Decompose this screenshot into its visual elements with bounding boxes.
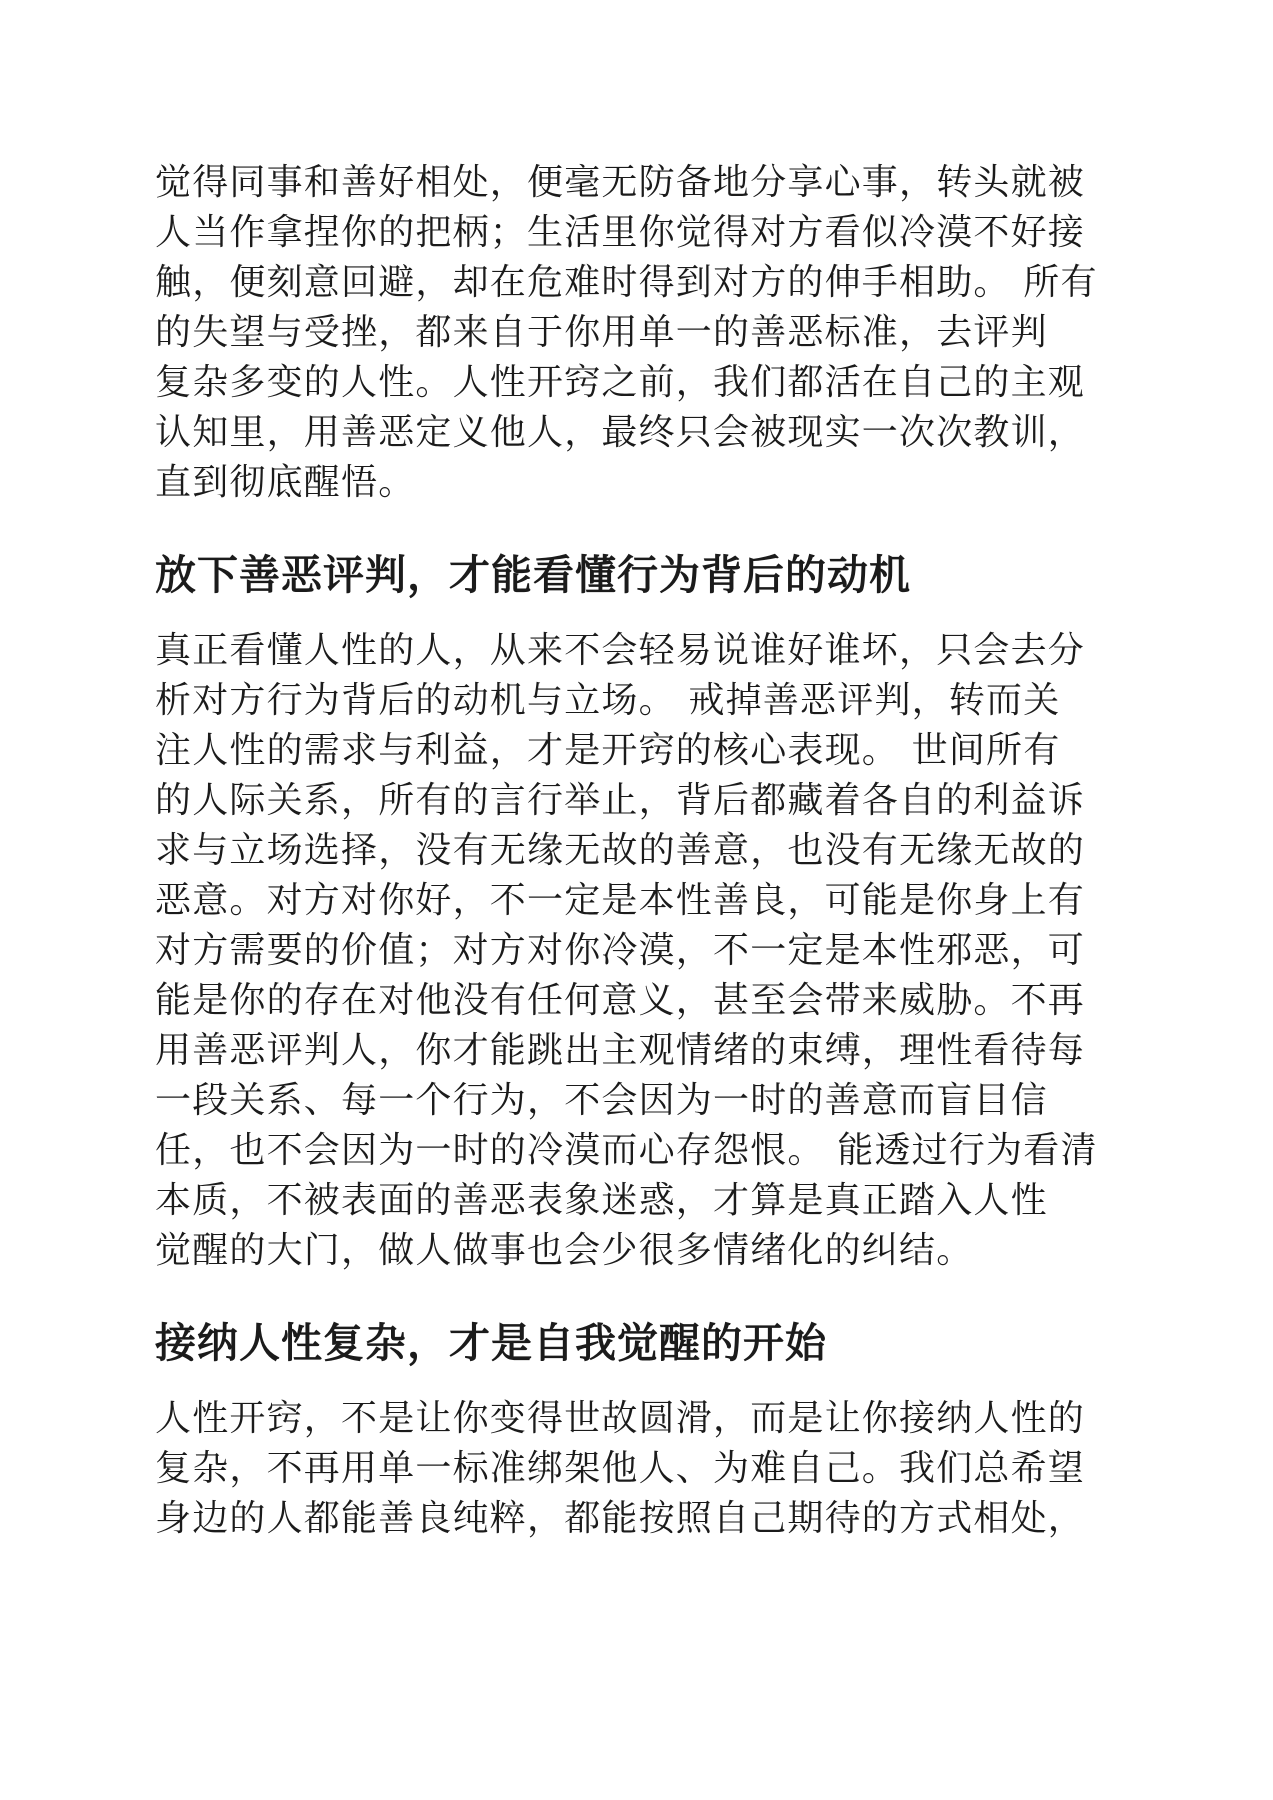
paragraph-line: 复杂多变的人性。人性开窍之前，我们都活在自己的主观 <box>155 362 1086 403</box>
paragraph-line: 对方需要的价值；对方对你冷漠，不一定是本性邪恶，可 <box>155 930 1086 971</box>
paragraph-line: 真正看懂人性的人，从来不会轻易说谁好谁坏，只会去分 <box>155 630 1086 671</box>
paragraph-line: 本质，不被表面的善恶表象迷惑，才算是真正踏入人性 <box>155 1180 1048 1221</box>
paragraph-line: 身边的人都能善良纯粹，都能按照自己期待的方式相处， <box>155 1498 1086 1539</box>
paragraph-line: 人性开窍，不是让你变得世故圆滑，而是让你接纳人性的 <box>155 1398 1086 1439</box>
paragraph-line: 觉醒的大门，做人做事也会少很多情绪化的纠结。 <box>155 1230 974 1271</box>
paragraph-line: 用善恶评判人，你才能跳出主观情绪的束缚，理性看待每 <box>155 1030 1086 1071</box>
paragraph-line: 直到彻底醒悟。 <box>155 462 416 503</box>
paragraph-1 <box>155 158 1135 508</box>
paragraph-line: 认知里，用善恶定义他人，最终只会被现实一次次教训， <box>155 412 1086 453</box>
section-heading-1: 放下善恶评判，才能看懂行为背后的动机 <box>155 551 911 599</box>
paragraph-line: 求与立场选择，没有无缘无故的善意，也没有无缘无故的 <box>155 830 1086 871</box>
paragraph-line: 析对方行为背后的动机与立场。 戒掉善恶评判，转而关 <box>155 680 1061 721</box>
paragraph-line: 觉得同事和善好相处，便毫无防备地分享心事，转头就被 <box>155 162 1086 203</box>
article-body <box>155 158 1135 1544</box>
paragraph-line: 的失望与受挫，都来自于你用单一的善恶标准，去评判 <box>155 312 1048 353</box>
paragraph-line: 复杂，不再用单一标准绑架他人、为难自己。我们总希望 <box>155 1448 1086 1489</box>
paragraph-line: 能是你的存在对他没有任何意义，甚至会带来威胁。不再 <box>155 980 1086 1021</box>
section-heading-2: 接纳人性复杂，才是自我觉醒的开始 <box>155 1319 827 1367</box>
paragraph-line: 的人际关系，所有的言行举止，背后都藏着各自的利益诉 <box>155 780 1086 821</box>
paragraph-line: 注人性的需求与利益，才是开窍的核心表现。 世间所有 <box>155 730 1061 771</box>
paragraph-line: 任，也不会因为一时的冷漠而心存怨恨。 能透过行为看清 <box>155 1130 1098 1171</box>
paragraph-line: 人当作拿捏你的把柄；生活里你觉得对方看似冷漠不好接 <box>155 212 1086 253</box>
paragraph-line: 恶意。对方对你好，不一定是本性善良，可能是你身上有 <box>155 880 1086 921</box>
paragraph-line: 触，便刻意回避，却在危难时得到对方的伸手相助。 所有 <box>155 262 1098 303</box>
paragraph-line: 一段关系、每一个行为，不会因为一时的善意而盲目信 <box>155 1080 1048 1121</box>
paragraph-3 <box>155 1394 1135 1544</box>
paragraph-2 <box>155 626 1135 1276</box>
